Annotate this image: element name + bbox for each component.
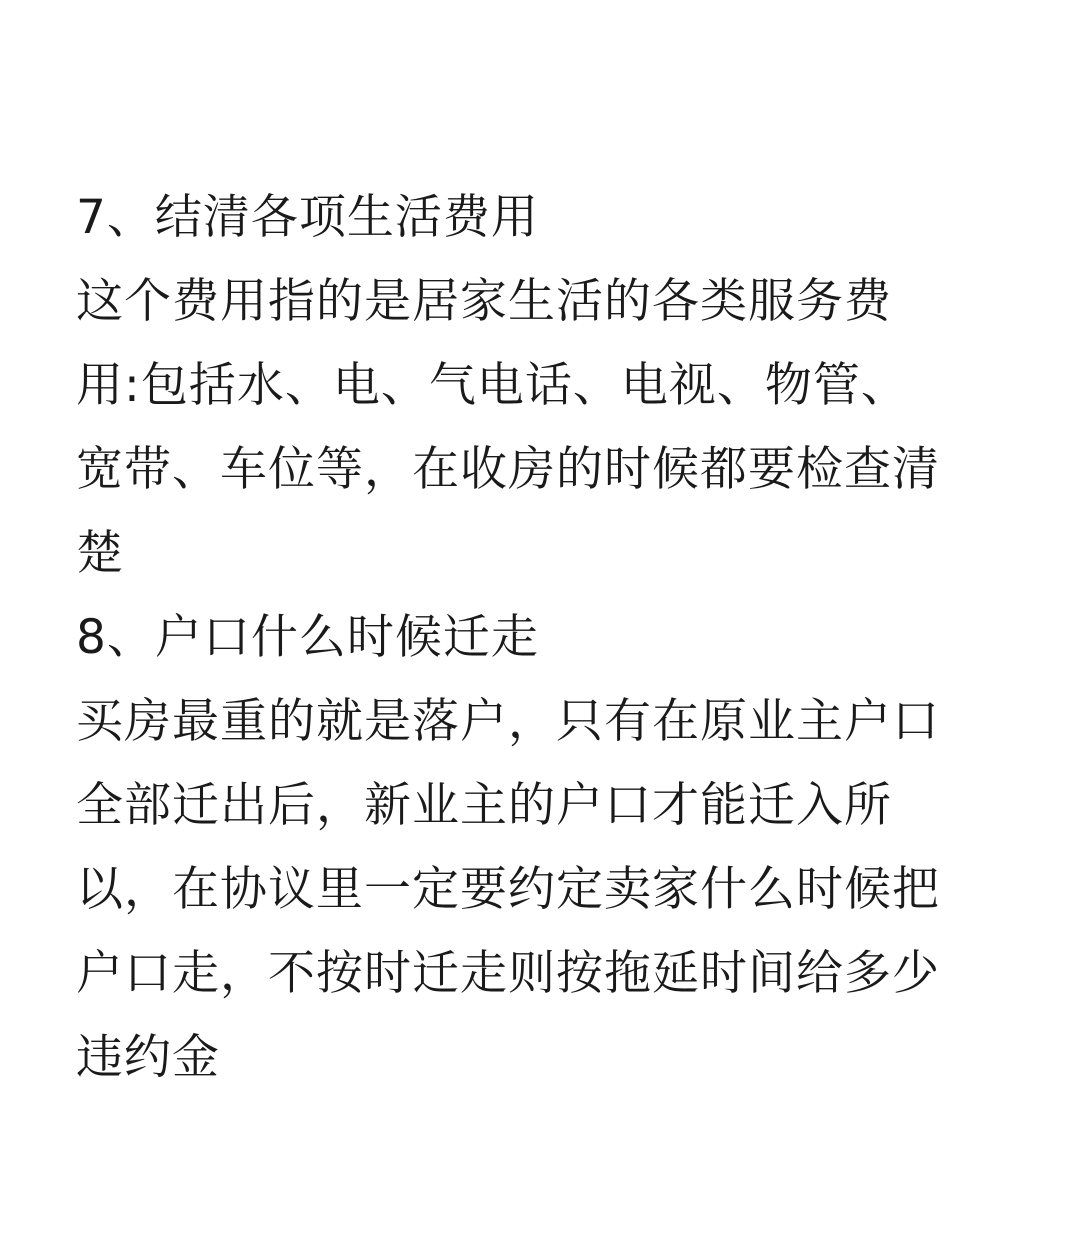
- body-line: 违约金: [76, 1030, 220, 1085]
- body-line: 用:包括水、电、气电话、电视、物管、: [76, 358, 909, 413]
- section-7: [76, 176, 1016, 596]
- body-line: 户口走，不按时迁走则按拖延时间给多少: [76, 946, 940, 1001]
- section-heading: 7、结清各项生活费用: [76, 190, 539, 245]
- body-line: 宽带、车位等，在收房的时候都要检查清: [76, 442, 940, 497]
- body-line: 以，在协议里一定要约定卖家什么时候把: [76, 862, 940, 917]
- body-line: 楚: [76, 526, 124, 581]
- section-8: [76, 596, 1016, 1100]
- article-content: [76, 176, 1016, 1100]
- body-line: 这个费用指的是居家生活的各类服务费: [76, 274, 892, 329]
- section-heading: 8、户口什么时候迁走: [76, 610, 539, 665]
- body-line: 买房最重的就是落户，只有在原业主户口: [76, 694, 940, 749]
- body-line: 全部迁出后，新业主的户口才能迁入所: [76, 778, 892, 833]
